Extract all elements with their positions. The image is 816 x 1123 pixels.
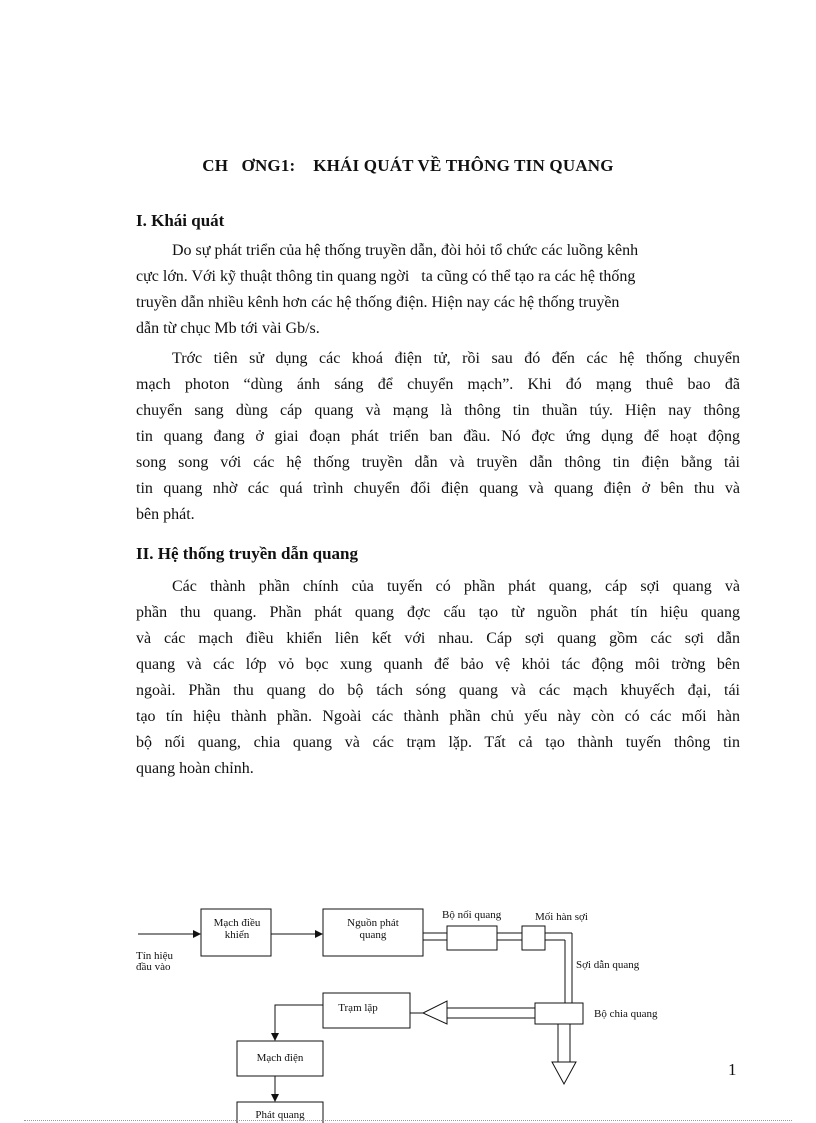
text-line: quang hoàn chỉnh. — [136, 760, 254, 777]
text-line: ngoài. Phần thu quang do bộ tách sóng quang và các mạch khuyếch đại, tái — [136, 682, 740, 699]
control-block-line1: Mạch điều — [213, 917, 261, 929]
page-number: 1 — [728, 1060, 737, 1079]
text-line: bộ nối quang, chia quang và các trạm lặp. Tất cả tạo thành tuyến thông tin — [136, 734, 740, 751]
text-line: và các mạch điều khiển liên kết với nhau. Cáp sợi quang gồm các sợi dẫn — [136, 630, 740, 647]
text-line: phần thu quang. Phần phát quang đợc cấu tạo từ nguồn phát tín hiệu quang — [136, 604, 740, 621]
text-line: tạo tín hiệu thành phần. Ngoài các thành phần chủ yếu này còn có các mối hàn — [136, 708, 740, 725]
amplifier-triangle-icon — [423, 1001, 447, 1024]
text-line: quang và các lớp vỏ bọc xung quanh để bảo vệ khỏi tác động môi trờng bên — [136, 656, 740, 673]
fiber-label: Sợi dẫn quang — [576, 959, 640, 971]
text-line: bên phát. — [136, 506, 195, 523]
text-line: Các thành phần chính của tuyến có phần phát quang, cáp sợi quang và — [172, 578, 740, 595]
control-block-line2: khiển — [224, 929, 250, 941]
emitter-label: Phát quang — [255, 1109, 305, 1121]
chapter-title: CH ƠNG1: KHÁI QUÁT VỀ THÔNG TIN QUANG — [202, 156, 614, 175]
input-label-line2: đầu vào — [136, 961, 171, 973]
text-line: Trớc tiên sử dụng các khoá điện tử, rồi sau đó đến các hệ thống chuyển — [172, 350, 740, 367]
text-line: tin quang đang ở giai đoạn phát triển ban đầu. Nó đợc ứng dụng để hoạt động — [136, 428, 740, 445]
repeater-to-circuit-arrow — [275, 1005, 323, 1040]
circuit-label: Mạch điện — [256, 1052, 304, 1064]
text-line: tin quang nhờ các quá trình chuyển đổi điện quang và quang điện ở bên thu và — [136, 480, 740, 497]
splice-label: Mối hàn sợi — [535, 911, 588, 923]
text-line: dẫn từ chục Mb tới vài Gb/s. — [136, 320, 320, 337]
splitter-label: Bộ chia quang — [594, 1008, 658, 1020]
text-line: mạch photon “dùng ánh sáng để chuyển mạch”. Khi đó mạng thuê bao đã — [136, 376, 740, 393]
text-line: chuyển sang dùng cáp quang và mạng là thông tin thuần túy. Hiện nay thông — [136, 402, 740, 419]
section-heading-transmission: II. Hệ thống truyền dẫn quang — [136, 544, 359, 563]
output-triangle-icon — [552, 1062, 576, 1084]
page-bottom-rule — [24, 1120, 792, 1121]
repeater-label: Trạm lặp — [338, 1002, 378, 1014]
text-line: song song với các hệ thống truyền dẫn và truyền dẫn thông tin điện bằng tải — [136, 454, 740, 471]
text-line: cực lớn. Với kỹ thuật thông tin quang ngời ta cũng có thể tạo ra các hệ thống — [136, 268, 636, 285]
text-line: truyền dẫn nhiều kênh hơn các hệ thống điện. Hiện nay các hệ thống truyền — [136, 294, 620, 311]
section-heading-overview: I. Khái quát — [136, 211, 225, 230]
connector-label: Bộ nối quang — [442, 909, 502, 921]
optical-connector — [447, 926, 497, 950]
input-label-line1: Tín hiệu — [136, 950, 173, 962]
optical-splitter — [535, 1003, 583, 1024]
source-block-line1: Nguồn phát — [347, 917, 399, 929]
source-block-line2: quang — [359, 929, 387, 941]
fiber-splice — [522, 926, 545, 950]
text-line: Do sự phát triển của hệ thống truyền dẫn, đòi hỏi tổ chức các luồng kênh — [172, 242, 639, 259]
